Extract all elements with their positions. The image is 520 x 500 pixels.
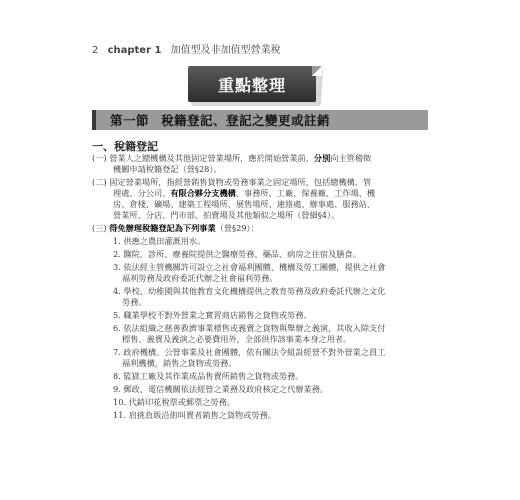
paragraph-line: (二) 固定營業場所，指經營銷售貨物或勞務事業之固定場所，包括總機構、管 <box>92 177 372 187</box>
list-item: 6. 依法組織之慈善救濟事業標售或義賣之貨物與舉辦之義演，其收入除支付 <box>113 323 386 333</box>
list-item-cont: 福利機構，銷售之貨物或勞務。 <box>122 358 237 368</box>
list-item-cont: 標售、義賣及義演之必要費用外，全部供作該事業本身之用者。 <box>122 334 352 344</box>
list-item: 10. 代銷印花稅票或郵票之勞務。 <box>113 397 236 407</box>
paragraph-line: 理處、分公司、有限合夥分支機構、事務所、工廠、保養廠、工作場、機 <box>113 188 376 198</box>
paragraph-line: (三) 得免辦理稅籍登記為下列事業（營§29）： <box>92 223 259 233</box>
list-item: 9. 郵政、電信機關依法經營之業務及政府核定之代辦業務。 <box>113 384 329 394</box>
badge-label: 重點整理 <box>188 66 316 102</box>
section-heading <box>92 110 428 130</box>
bold-text: 得免辦理稅籍登記為下列事業 <box>109 223 216 233</box>
list-item-cont: 福利勞務及政府委託代辦之社會福利勞務。 <box>122 273 278 283</box>
page-header <box>92 41 281 56</box>
page-curl-icon <box>312 66 322 76</box>
subsection-title: 一、稅籍登記 <box>92 140 158 153</box>
list-item: 11. 肩挑負販沿街叫賣者銷售之貨物或勞務。 <box>113 410 276 420</box>
bold-text: 分別 <box>313 153 331 163</box>
section-title: 稅籍登記、登記之變更或註銷 <box>161 113 331 128</box>
chapter-title: 加值型及非加值型營業稅 <box>170 45 281 56</box>
paragraph-line: 機關申請稅籍登記（營§28）。 <box>113 164 222 174</box>
list-item: 2. 醫院、診所、療養院提供之醫療勞務、藥品、病房之住宿及膳食。 <box>113 249 361 259</box>
list-item-cont: 勞務。 <box>122 297 147 307</box>
bold-text: 有限合夥分支機構 <box>170 188 236 198</box>
paragraph-line: (一) 營業人之總機構及其他固定營業場所，應於開始營業前，分別向主管稽徵 <box>92 153 372 163</box>
paragraph-line: 營業所、分店、門市部、拍賣場及其他類似之場所（營細§4）。 <box>113 210 340 220</box>
page-number: 2 <box>92 45 99 56</box>
list-item: 3. 依法經主管機關許可設立之社會福利團體、機構及勞工團體，提供之社會 <box>113 262 386 272</box>
list-item: 5. 職業學校不對外營業之實習商店銷售之貨物或勞務。 <box>113 310 312 320</box>
section-number: 第一節 <box>110 113 150 128</box>
list-item: 4. 學校、幼稚園與其他教育文化機構提供之教育勞務及政府委託代辦之文化 <box>113 286 386 296</box>
chapter-label: chapter 1 <box>107 45 162 56</box>
key-points-badge <box>188 66 322 106</box>
list-item: 8. 監獄工廠及其作業成品售賣所銷售之貨物或勞務。 <box>113 371 304 381</box>
paragraph-line: 房、倉棧、礦場、建築工程場所、展售場所、連絡處、辦事處、服務站、 <box>113 199 376 209</box>
list-item: 1. 供應之農田灌溉用水。 <box>113 236 206 246</box>
list-item: 7. 政府機構、公營事業及社會團體，依有關法令組設經營不對外營業之員工 <box>113 347 386 357</box>
